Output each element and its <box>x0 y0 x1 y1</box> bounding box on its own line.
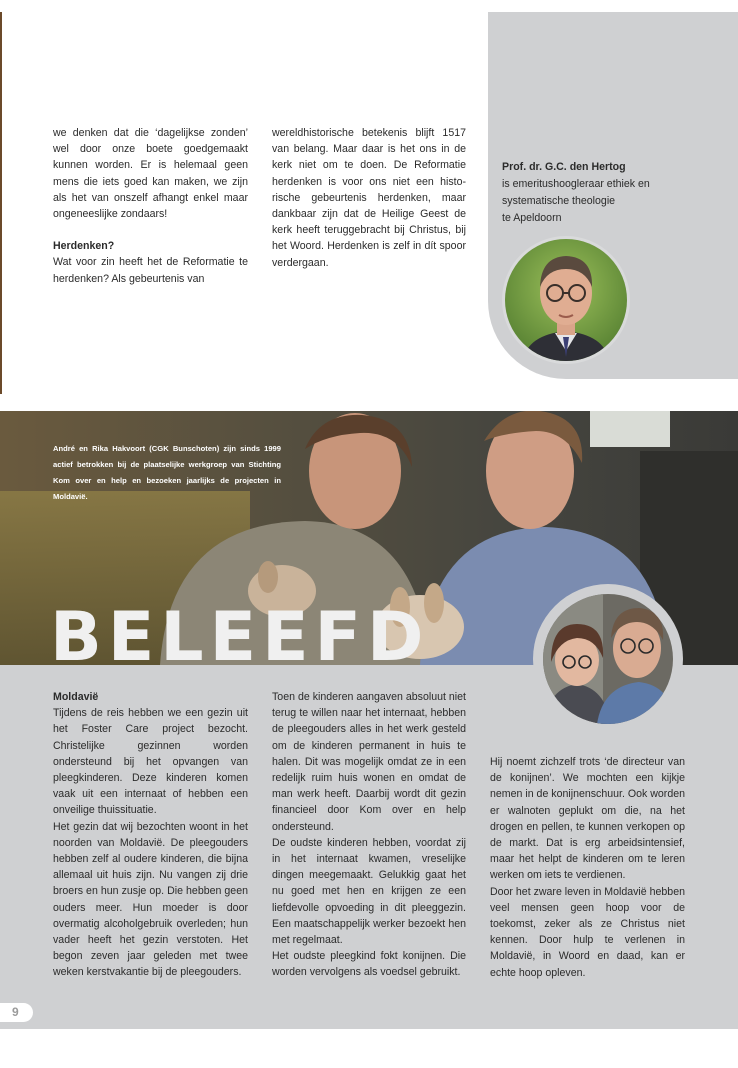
bottom-col1-paragraph-1: Tijdens de reis hebben we een gezin uit het Foster Care project bezocht. Christelijke gezinnen worden ondersteund bij het opvangen van pleegkinderen. Deze kinderen komen vaak uit een internaat of hebben een onveilige thuissituatie. <box>53 707 248 817</box>
author-bio-line-2: systematische theologie <box>502 195 616 207</box>
section-title: BELEEFD <box>50 598 430 665</box>
left-edge-rule <box>0 12 2 394</box>
photo-caption: André en Rika Hakvoort (CGK Bunschoten) zijn sinds 1999 actief betrokken bij de plaatselijke werkgroep van Stichting Kom over en help en bezoeken jaarlijks de projecten in Moldavië. <box>53 444 281 501</box>
page-number: 9 <box>12 1004 19 1019</box>
bottom-col3-paragraph-1: Hij noemt zichzelf trots ‘de directeur van de konijnen’. We mochten een kijkje nemen in de konijnenschuur. Ook worden er walnoten geplukt om die, na het drogen en pellen, te kunnen verkopen op de markt. Dat is erg arbeidsintensief, maar het helpt de kinderen om te leren werken om iets te verdienen. <box>490 756 685 882</box>
author-bio-line-3: te Apeldoorn <box>502 212 562 224</box>
top-col1-paragraph-2: Wat voor zin heeft het de Reformatie te herdenken? Als gebeurtenis van <box>53 256 248 285</box>
author-bio <box>502 159 722 227</box>
bottom-article-column-1 <box>53 689 248 981</box>
section-heading-herdenken: Herdenken? <box>53 240 115 253</box>
bottom-article-column-3 <box>490 754 685 981</box>
top-col1-paragraph-1: we denken dat die ‘dagelijkse zonden’ wel door onze boete goedgemaakt kunnen worden. Er is helemaal geen mens die iets goed kan maken, we zijn als het van onszelf afhangt enkel maar ongeneeslijke zondaars! <box>53 127 248 221</box>
bottom-col2-paragraph-2: De oudste kinderen hebben, voordat zij in het internaat kwamen, vreselijke dingen meegemaakt. Gelukkig gaat het nu goed met hen en krijgen ze een liefdevolle opvoeding in dit pleeggezin. Een maatschappelijk werker bezoekt hen met regelmaat. <box>272 836 466 947</box>
bottom-col2-paragraph-3: Het oudste pleegkind fokt konijnen. Die worden vervolgens als voedsel gebruikt. <box>272 950 466 979</box>
top-article-column-1 <box>53 125 248 287</box>
top-col2-paragraph-1: wereldhistorische betekenis blijft 1517 van belang. Maar daar is het ons in de kerk niet om te doen. De Reformatie herdenken is voor ons niet een historische gebeurtenis herdenken, maar dankbaar zijn dat de Heilige Geest de kerk heeft teruggebracht bij Christus, bij het Woord. Herdenken is zelf in dít spoor verdergaan. <box>272 127 466 269</box>
author-name: Prof. dr. G.C. den Hertog <box>502 161 626 173</box>
bottom-col3-paragraph-2: Door het zware leven in Moldavië hebben veel mensen geen hoop voor de toekomst, zeker als ze Christus niet kennen. Door hulp te verlenen in Moldavië, in Woord en daad, kan er echte hoop opleven. <box>490 885 685 979</box>
section-heading-moldavie: Moldavië <box>53 691 99 703</box>
top-article-column-2 <box>272 125 466 271</box>
author-bio-line-1: is emeritushoogleraar ethiek en <box>502 178 650 190</box>
author-portrait-photo <box>502 236 630 364</box>
bottom-col2-paragraph-1: Toen de kinderen aangaven absoluut niet terug te willen naar het internaat, hebben de pleegouders alles in het werk gesteld om de kinderen permanent in huis te halen. Dit was mogelijk omdat ze in een redelijk ruim huis wonen en omdat de man werk heeft. Daarbij wordt dit gezin financieel door Kom over en help ondersteund. <box>272 691 466 833</box>
couple-portrait-photo <box>543 594 673 724</box>
bottom-col1-paragraph-2: Het gezin dat wij bezochten woont in het noorden van Moldavië. De pleegouders hebben zelf al oudere kinderen, die bijna allemaal uit huis zijn. Nu vangen zij drie broers en hun zusje op. Die hebben geen ouders meer. Hun moeder is door overmatig alcoholgebruik overleden; hun vader heeft het gezin verstoten. Het begon zeven jaar geleden met twee weken kerstvakantie bij de pleegouders. <box>53 820 248 979</box>
bottom-article-column-2 <box>272 689 466 981</box>
page-number-tab <box>0 1003 33 1022</box>
